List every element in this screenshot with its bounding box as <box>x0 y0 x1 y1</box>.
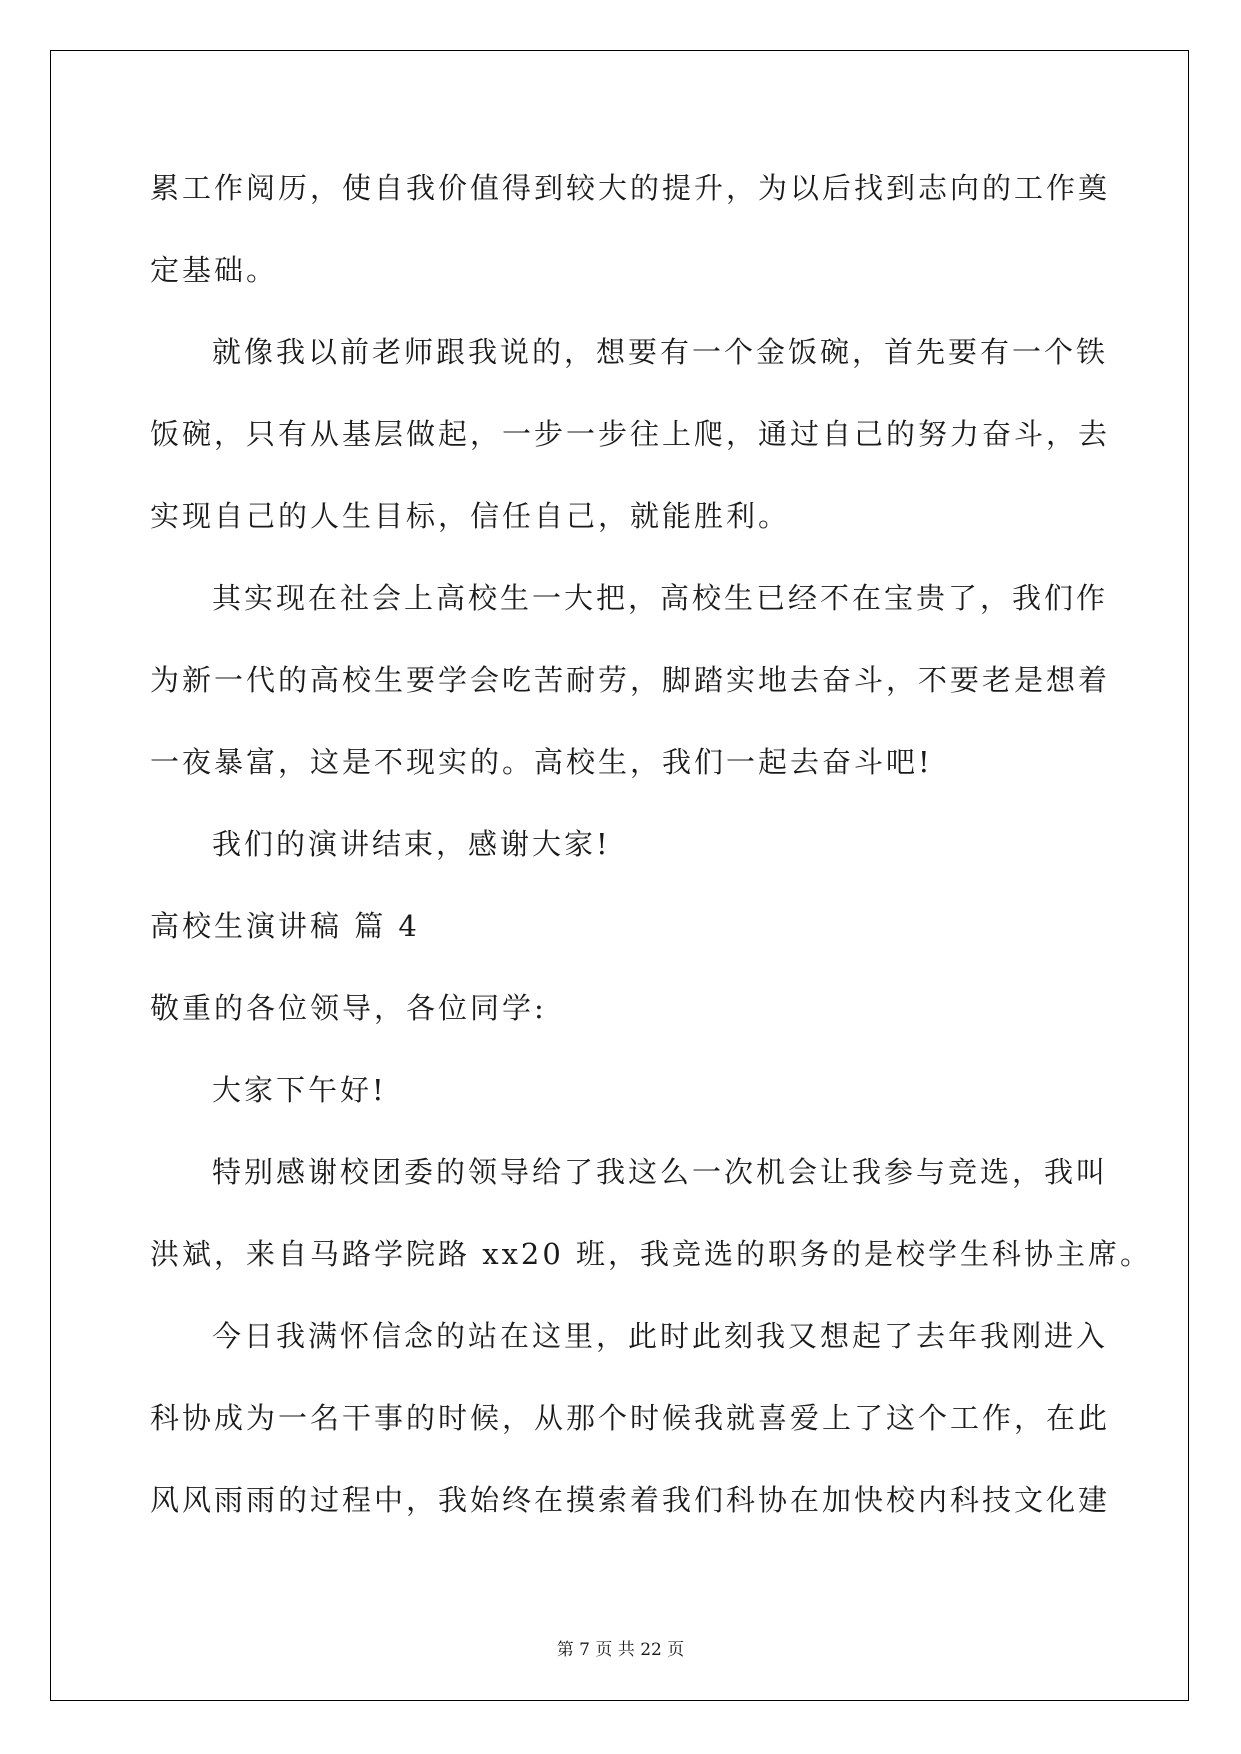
body-line: 就像我以前老师跟我说的，想要有一个金饭碗，首先要有一个铁 <box>212 335 1109 369</box>
page-number-footer: 第 7 页 共 22 页 <box>556 1640 685 1660</box>
page-border <box>50 50 1189 1701</box>
body-line: 定基础。 <box>150 253 279 287</box>
greeting: 大家下午好! <box>212 1073 387 1107</box>
body-line: 科协成为一名干事的时候，从那个时候我就喜爱上了这个工作，在此 <box>150 1401 1111 1435</box>
body-line: 为新一代的高校生要学会吃苦耐劳，脚踏实地去奋斗，不要老是想着 <box>150 663 1111 697</box>
body-line: 饭碗，只有从基层做起，一步一步往上爬，通过自己的努力奋斗，去 <box>150 417 1111 451</box>
body-line: 实现自己的人生目标，信任自己，就能胜利。 <box>150 499 791 533</box>
body-line: 洪斌，来自马路学院路 xx20 班，我竞选的职务的是校学生科协主席。 <box>150 1237 1153 1271</box>
salutation: 敬重的各位领导，各位同学: <box>150 991 547 1025</box>
body-line: 今日我满怀信念的站在这里，此时此刻我又想起了去年我刚进入 <box>212 1319 1109 1353</box>
body-line: 其实现在社会上高校生一大把，高校生已经不在宝贵了，我们作 <box>212 581 1109 615</box>
body-line: 累工作阅历，使自我价值得到较大的提升，为以后找到志向的工作奠 <box>150 171 1111 205</box>
body-line: 特别感谢校团委的领导给了我这么一次机会让我参与竞选，我叫 <box>212 1155 1109 1189</box>
body-line: 一夜暴富，这是不现实的。高校生，我们一起去奋斗吧! <box>150 745 933 779</box>
section-heading: 高校生演讲稿 篇 4 <box>150 909 420 943</box>
body-line: 我们的演讲结束，感谢大家! <box>212 827 611 861</box>
body-line: 风风雨雨的过程中，我始终在摸索着我们科协在加快校内科技文化建 <box>150 1483 1111 1517</box>
